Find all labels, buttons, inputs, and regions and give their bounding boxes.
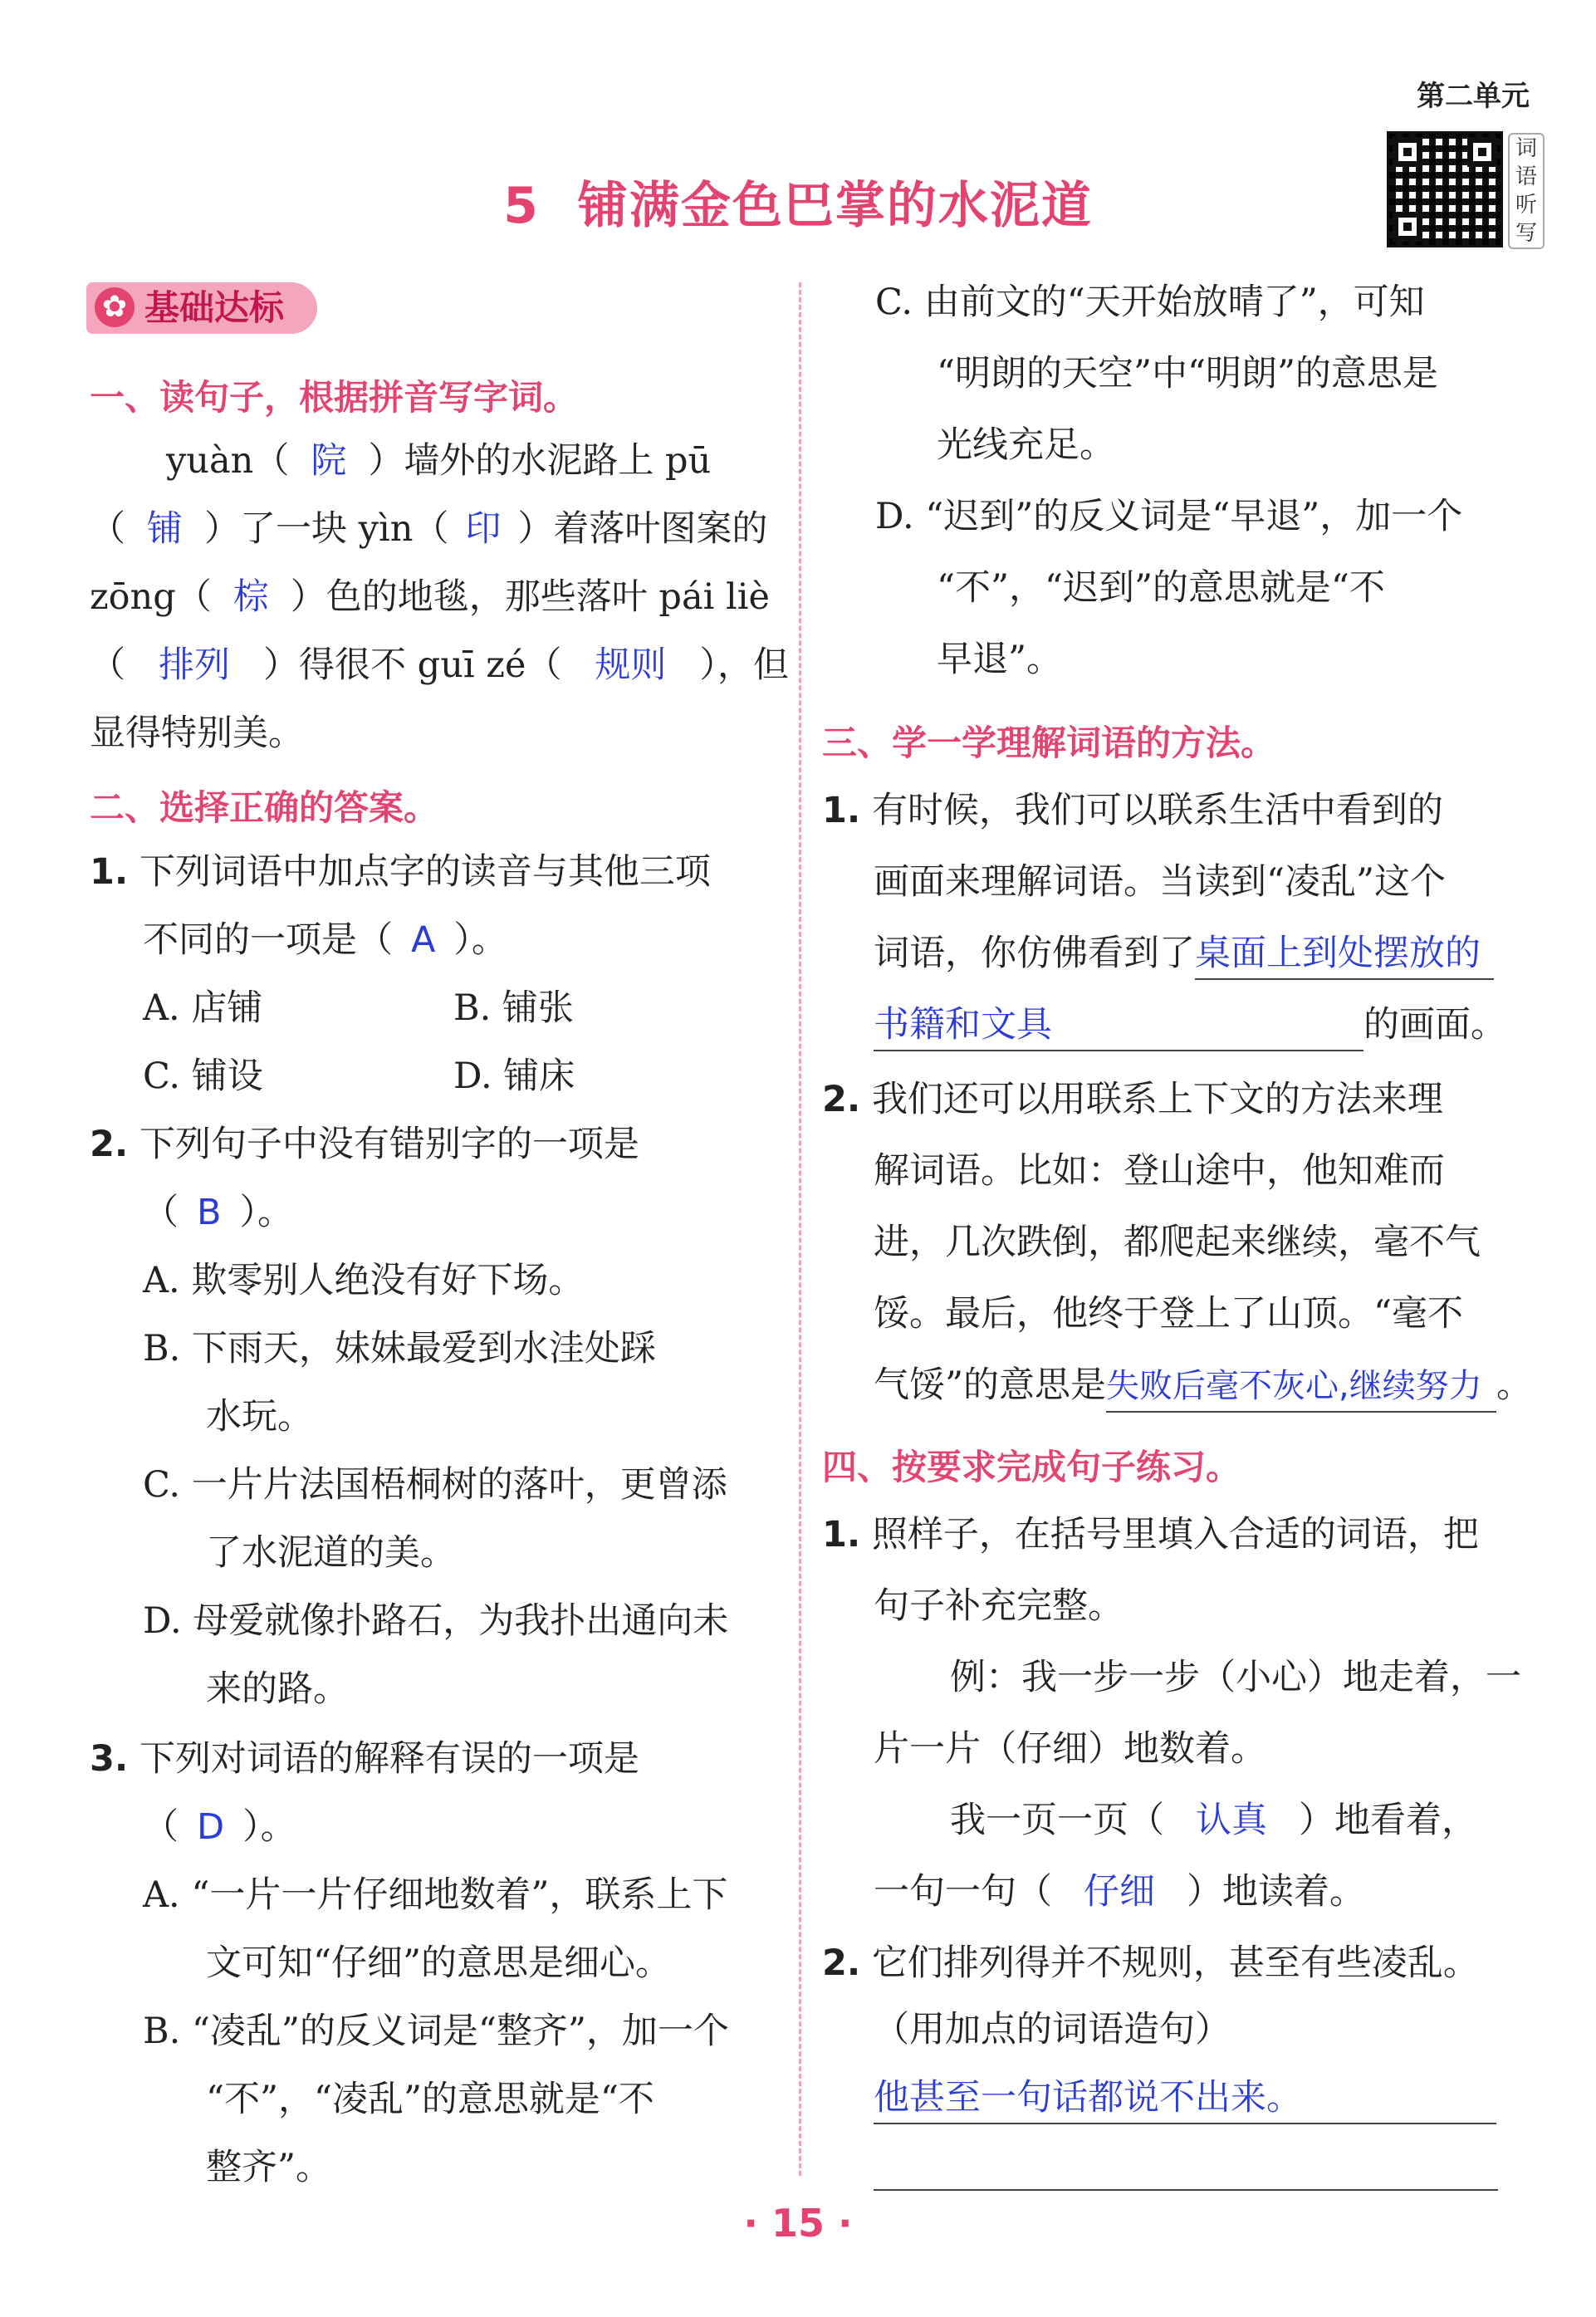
s3-q2-line-4: 馁。最后，他终于登上了山顶。“毫不 — [874, 1293, 1463, 1335]
s2-q2-option-c: C. 一片片法国梧桐树的落叶，更曾添 — [143, 1464, 727, 1506]
s2-q3-option-a-cont: 文可知“仔细”的意思是细心。 — [206, 1942, 671, 1984]
s3-q2-line-3: 进，几次跌倒，都爬起来继续，毫不气 — [874, 1222, 1481, 1263]
s2-q3-line-1: 3. 下列对词语的解释有误的一项是 — [90, 1738, 639, 1780]
s2-q2-option-b-cont: 水玩。 — [206, 1396, 313, 1438]
s4-q1-example-1: 例：我一步一步（小心）地走着，一 — [950, 1657, 1521, 1698]
section-1-heading: 一、读句子，根据拼音写字词。 — [90, 377, 579, 418]
s2-q1-line-2: 不同的一项是（ A ）。 — [143, 919, 507, 961]
s2-q3-option-b-cont2: 整齐”。 — [206, 2147, 331, 2188]
answer: 排列 — [159, 644, 230, 686]
answer: B — [197, 1192, 222, 1233]
s3-q2-line-5: 气馁”的意思是失败后毫不灰心,继续努力 。 — [874, 1360, 1532, 1413]
s3-q1-line-1: 1. 有时候，我们可以联系生活中看到的 — [822, 790, 1443, 831]
s4-q2-line-2: （用加点的词语造句） — [874, 2009, 1231, 2050]
s4-q1-fill-1: 我一页一页（ 认真 ）地看着， — [950, 1800, 1477, 1841]
page-number: · 15 · — [743, 2201, 853, 2246]
answer: 书籍和文具 — [874, 1000, 1363, 1051]
s2-q3-option-b-cont: “不”，“凌乱”的意思就是“不 — [206, 2079, 654, 2120]
answer: 规则 — [595, 644, 667, 686]
s2-q3-option-d-cont: “不”，“迟到”的意思就是“不 — [937, 567, 1385, 609]
unit-label: 第二单元 — [1417, 80, 1530, 113]
s1-line-3: zōng（ 棕 ）色的地毯，那些落叶 pái liè — [90, 576, 770, 618]
s4-q1-line-1: 1. 照样子，在括号里填入合适的词语，把 — [822, 1514, 1479, 1555]
s3-q1-line-4: 书籍和文具 的画面。 — [874, 1000, 1506, 1051]
s2-q1-line-1: 1. 下列词语中加点字的读音与其他三项 — [90, 851, 711, 893]
answer: 仔细 — [1084, 1871, 1155, 1913]
s2-q3-option-b: B. “凌乱”的反义词是“整齐”，加一个 — [143, 2011, 729, 2052]
s1-line-1: yuàn（ 院 ）墙外的水泥路上 pū — [166, 440, 712, 482]
s2-q3-option-d: D. “迟到”的反义词是“早退”，加一个 — [875, 496, 1463, 537]
s2-q2-option-d-cont: 来的路。 — [206, 1668, 349, 1710]
s2-q1-option-a: A. 店铺 — [143, 987, 263, 1029]
answer: 棕 — [233, 576, 269, 618]
s2-q3-line-2: （ D ）。 — [143, 1806, 296, 1848]
s2-q2-option-c-cont: 了水泥道的美。 — [206, 1532, 456, 1574]
s2-q1-option-c: C. 铺设 — [143, 1056, 263, 1097]
s4-q1-example-2: 片一片（仔细）地数着。 — [874, 1728, 1266, 1770]
lesson-title — [0, 166, 1596, 238]
s2-q3-option-c: C. 由前文的“天开始放晴了”，可知 — [875, 282, 1425, 323]
s3-q2-line-2: 解词语。比如：登山途中，他知难而 — [874, 1150, 1445, 1192]
column-divider — [799, 282, 801, 2176]
qr-caption: 词语听写 — [1508, 133, 1545, 249]
answer: 院 — [311, 440, 347, 482]
answer-blank-line — [874, 2189, 1498, 2191]
answer: D — [197, 1806, 225, 1848]
section-4-heading: 四、按要求完成句子练习。 — [822, 1447, 1241, 1487]
s2-q2-option-a: A. 欺零别人绝没有好下场。 — [143, 1260, 585, 1301]
s2-q1-option-d: D. 铺床 — [453, 1056, 575, 1097]
s1-line-2: （ 铺 ）了一块 yìn（ 印 ）着落叶图案的 — [90, 508, 768, 550]
s2-q3-option-c-cont: “明朗的天空”中“明朗”的意思是 — [937, 353, 1438, 394]
badge-label: 基础达标 — [144, 287, 285, 328]
s4-q2-line-1: 2. 它们排列得并不规则，甚至有些凌乱。 — [822, 1942, 1479, 1984]
s2-q2-line-1: 2. 下列句子中没有错别字的一项是 — [90, 1124, 639, 1165]
gear-icon: ✿ — [95, 287, 135, 327]
section-3-heading: 三、学一学理解词语的方法。 — [822, 723, 1276, 763]
s3-q2-line-1: 2. 我们还可以用联系上下文的方法来理 — [822, 1079, 1443, 1120]
s1-line-4: （ 排列 ）得很不 guī zé（ 规则 ），但 — [90, 644, 789, 686]
s2-q3-option-d-cont2: 早退”。 — [937, 639, 1062, 680]
section-2-heading: 二、选择正确的答案。 — [90, 787, 439, 828]
answer: 他甚至一句话都说不出来。 — [874, 2073, 1496, 2124]
s4-q2-answer — [874, 2073, 1496, 2124]
s2-q3-option-a: A. “一片一片仔细地数着”，联系上下 — [143, 1874, 728, 1916]
answer: 铺 — [147, 508, 183, 550]
answer: 桌面上到处摆放的 — [1195, 928, 1494, 980]
s2-q3-option-c-cont2: 光线充足。 — [937, 424, 1115, 466]
s1-line-5: 显得特别美。 — [90, 713, 304, 754]
s3-q1-line-2: 画面来理解词语。当读到“凌乱”这个 — [874, 861, 1446, 903]
answer: 印 — [465, 508, 502, 550]
s2-q1-option-b: B. 铺张 — [453, 987, 574, 1029]
lesson-title-text: 铺满金色巴掌的水泥道 — [577, 177, 1093, 235]
s3-q1-line-3: 词语，你仿佛看到了桌面上到处摆放的 — [874, 928, 1494, 980]
answer: 失败后毫不灰心,继续努力 — [1106, 1361, 1496, 1413]
s2-q2-option-d: D. 母爱就像扑路石，为我扑出通向未 — [143, 1600, 729, 1642]
answer: 认真 — [1196, 1800, 1267, 1841]
s2-q2-line-2: （ B ）。 — [143, 1192, 293, 1233]
section-badge — [86, 282, 317, 334]
lesson-number: 5 — [503, 177, 540, 235]
s4-q1-fill-2: 一句一句（ 仔细 ）地读着。 — [874, 1871, 1365, 1913]
s4-q1-line-2: 句子补充完整。 — [874, 1585, 1124, 1627]
s2-q2-option-b: B. 下雨天，妹妹最爱到水洼处踩 — [143, 1328, 656, 1369]
answer: A — [411, 919, 436, 961]
